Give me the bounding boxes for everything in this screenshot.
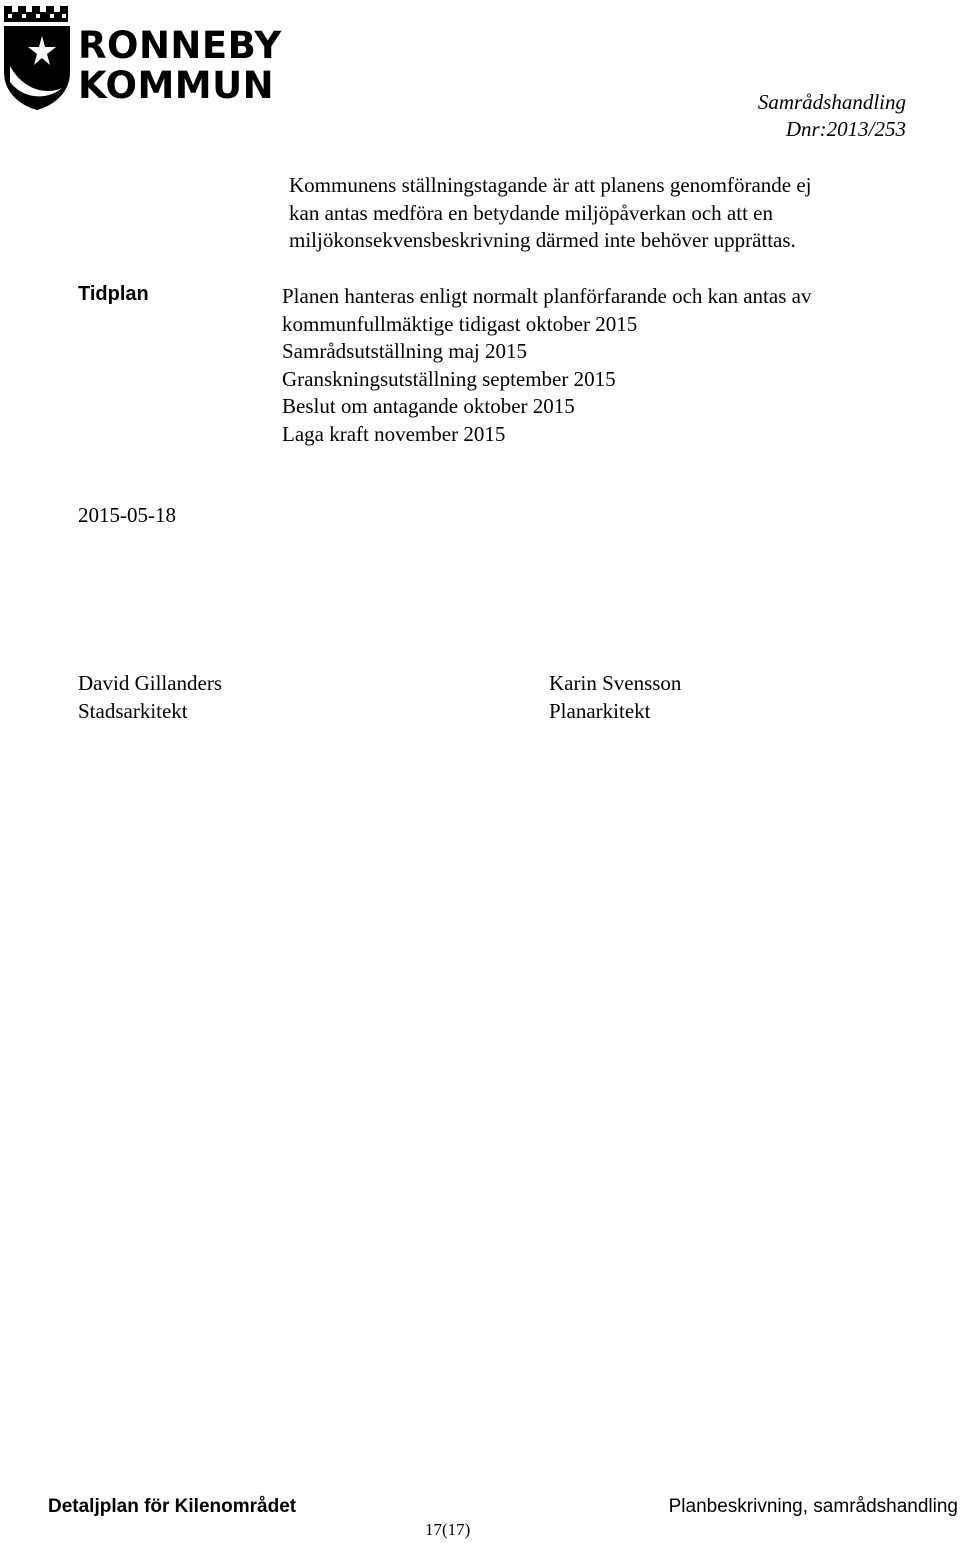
timeline-list bbox=[282, 283, 942, 449]
conclusion-line: kan antas medföra en betydande miljöpåverkan och att en bbox=[289, 200, 773, 225]
conclusion-paragraph bbox=[289, 172, 929, 255]
logo-text-kommun: KOMMUN bbox=[78, 64, 275, 107]
signature-name: David Gillanders bbox=[78, 671, 223, 695]
conclusion-line: miljökonsekvensbeskrivning därmed inte behöver upprättas. bbox=[289, 228, 796, 252]
timeline-line: Beslut om antagande oktober 2015 bbox=[282, 394, 575, 419]
timeline-line: kommunfullmäktige tidigast oktober 2015 bbox=[282, 311, 638, 336]
timeline-heading: Tidplan bbox=[78, 283, 149, 305]
timeline-line: Granskningsutställning september 2015 bbox=[282, 366, 616, 391]
conclusion-line: Kommunens ställningstagande är att planens genomförande ej bbox=[289, 173, 812, 197]
signature-block bbox=[549, 669, 681, 725]
signature-title: Stadsarkitekt bbox=[78, 699, 188, 723]
page-number: 17(17) bbox=[425, 1520, 471, 1539]
signature-title: Planarkitekt bbox=[549, 699, 651, 723]
logo-text-ronneby: RONNEBY bbox=[78, 24, 282, 67]
footer-doc-description: Planbeskrivning, samrådshandling bbox=[668, 1496, 958, 1517]
document-date: 2015-05-18 bbox=[78, 503, 176, 527]
signature-block bbox=[78, 669, 222, 725]
coat-of-arms-icon bbox=[2, 2, 74, 112]
document-type: Samrådshandling bbox=[757, 90, 906, 114]
signature-name: Karin Svensson bbox=[549, 671, 682, 695]
ronneby-kommun-logo bbox=[2, 2, 282, 112]
document-number: Dnr:2013/253 bbox=[785, 117, 906, 141]
timeline-line: Laga kraft november 2015 bbox=[282, 421, 506, 446]
timeline-line: Planen hanteras enligt normalt planförfarande och kan antas av bbox=[282, 284, 812, 308]
timeline-line: Samrådsutställning maj 2015 bbox=[282, 339, 527, 364]
footer-plan-title: Detaljplan för Kilenområdet bbox=[48, 1496, 297, 1517]
